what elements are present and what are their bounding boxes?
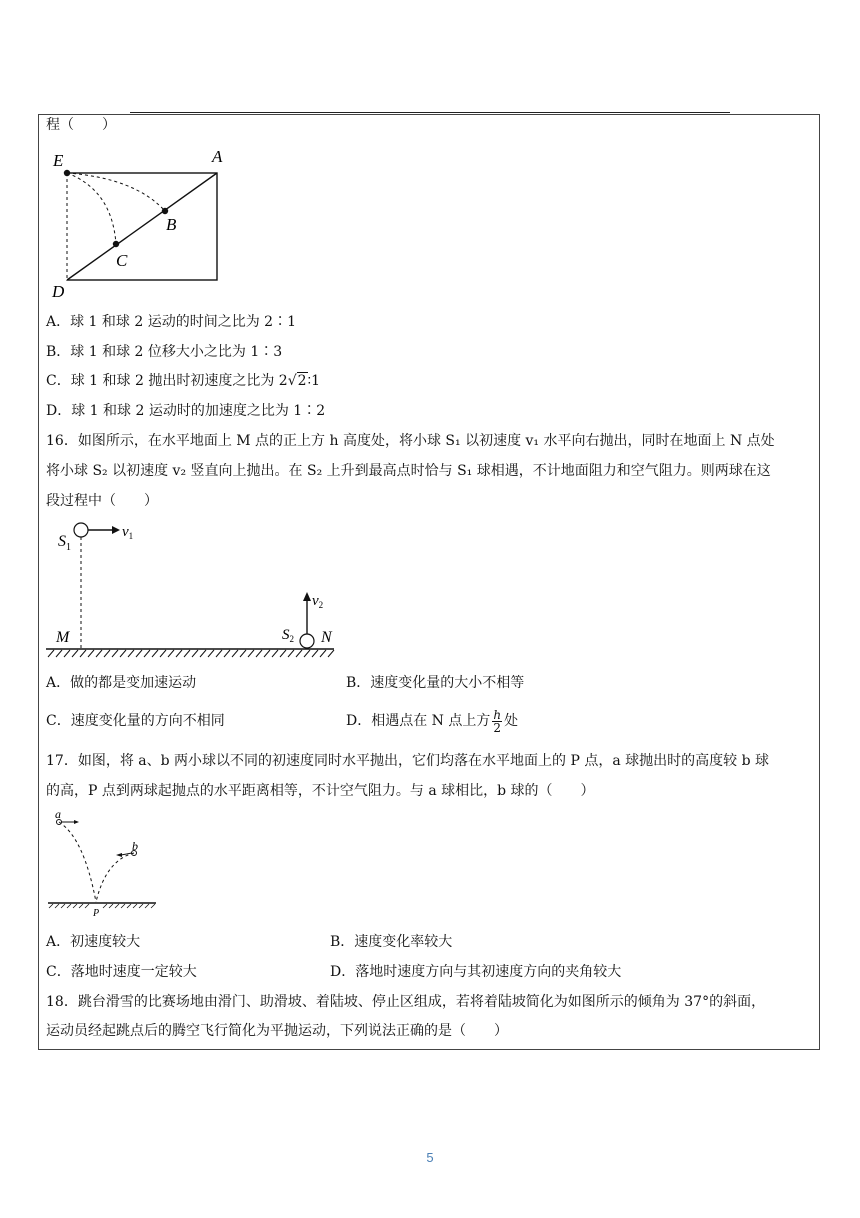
- q16-stem-line2: 将小球 S₂ 以初速度 v₂ 竖直向上抛出。在 S₂ 上升到最高点时恰与 S₁ 球相遇，不计地面阻力和空气阻力。则两球在这: [46, 463, 771, 479]
- q18-stem-line1: 18．跳台滑雪的比赛场地由滑门、助滑坡、着陆坡、停止区组成，若将着陆坡简化为如图所示的倾角为 37°的斜面，: [46, 994, 766, 1010]
- q17-option-d: D．落地时速度方向与其初速度方向的夹角较大: [330, 964, 622, 980]
- q16-ball-s2: [300, 634, 314, 648]
- q17-trajectory-b: [96, 853, 134, 902]
- q15-point-e: [64, 170, 70, 176]
- q15-label-d: D: [52, 282, 65, 301]
- q15-label-a: A: [212, 147, 223, 166]
- q16-label-m: M: [56, 629, 70, 646]
- q15-point-c: [113, 241, 119, 247]
- q15-option-c: C．球 1 和球 2 抛出时初速度之比为 2√2∶1: [46, 373, 321, 389]
- q17-arrow-b: [121, 853, 132, 855]
- q16-option-d: D．相遇点在 N 点上方 $\frac{h}{2}$ 处: [346, 707, 519, 735]
- q16-label-s1: $S_1$: [58, 533, 71, 553]
- q17-ground-hatching: [49, 904, 155, 908]
- fraction-h-over-2: $\frac{h}{2}$: [493, 707, 502, 735]
- sqrt-symbol: √2: [287, 373, 307, 389]
- q15-option-b: B．球 1 和球 2 位移大小之比为 1∶3: [46, 344, 283, 360]
- q17-option-a: A．初速度较大: [46, 934, 141, 950]
- q17-label-a: a: [55, 807, 61, 821]
- q15-label-e: E: [53, 151, 64, 170]
- q17-stem-line2: 的高，P 点到两球起抛点的水平距离相等，不计空气阻力。与 a 球相比，b 球的（ ）: [46, 783, 595, 799]
- q17-figure: [44, 807, 164, 920]
- q15-diagonal: [67, 173, 217, 280]
- q15-trajectory-to-c: [67, 173, 116, 244]
- q15-option-d: D．球 1 和球 2 运动时的加速度之比为 1∶2: [46, 403, 326, 419]
- q16-stem-line1: 16．如图所示，在水平地面上 M 点的正上方 h 高度处，将小球 S₁ 以初速度 v₁ 水平向右抛出，同时在地面上 N 点处: [46, 433, 775, 449]
- q16-ball-s1: [74, 523, 88, 537]
- q16-label-n: N: [321, 629, 332, 646]
- q17-stem-line1: 17．如图，将 a、b 两小球以不同的初速度同时水平抛出，它们均落在水平地面上的 P 点，a 球抛出时的高度较 b 球: [46, 753, 770, 769]
- q18-stem-line2: 运动员经起跳点后的腾空飞行简化为平抛运动，下列说法正确的是（ ）: [46, 1023, 508, 1039]
- header-rule: [130, 112, 730, 113]
- q15-stem-tail: 程（ ）: [46, 117, 116, 133]
- q16-option-b: B．速度变化量的大小不相等: [346, 675, 525, 691]
- q15-point-b: [162, 208, 168, 214]
- q17-option-b: B．速度变化率较大: [330, 934, 453, 950]
- q17-arrowhead-b: [116, 853, 122, 857]
- q17-option-c: C．落地时速度一定较大: [46, 964, 197, 980]
- q17-trajectory-a: [59, 822, 96, 902]
- q16-ground-hatching: [48, 650, 334, 657]
- q16-arrowhead-v1: [112, 526, 120, 534]
- q16-figure: [44, 515, 344, 665]
- q15-label-c: C: [116, 251, 128, 270]
- q16-label-s2: $S_2$: [282, 627, 294, 644]
- q16-label-v2: $v_2$: [312, 593, 324, 610]
- q16-stem-line3: 段过程中（ ）: [46, 493, 158, 509]
- q17-label-p: P: [93, 908, 100, 919]
- q17-label-b: b: [132, 839, 138, 853]
- q15-option-a: A．球 1 和球 2 运动的时间之比为 2∶1: [46, 314, 296, 330]
- q15-figure: [40, 140, 240, 300]
- q17-arrowhead-a: [74, 820, 79, 824]
- q15-label-b: B: [166, 215, 177, 234]
- q16-option-a: A．做的都是变加速运动: [46, 675, 197, 691]
- q15-trajectory-to-b: [67, 173, 165, 211]
- page-number: 5: [426, 1150, 434, 1165]
- q16-arrowhead-v2: [303, 592, 311, 601]
- q16-option-c: C．速度变化量的方向不相同: [46, 713, 225, 729]
- q16-label-v1: $v_1$: [122, 524, 134, 541]
